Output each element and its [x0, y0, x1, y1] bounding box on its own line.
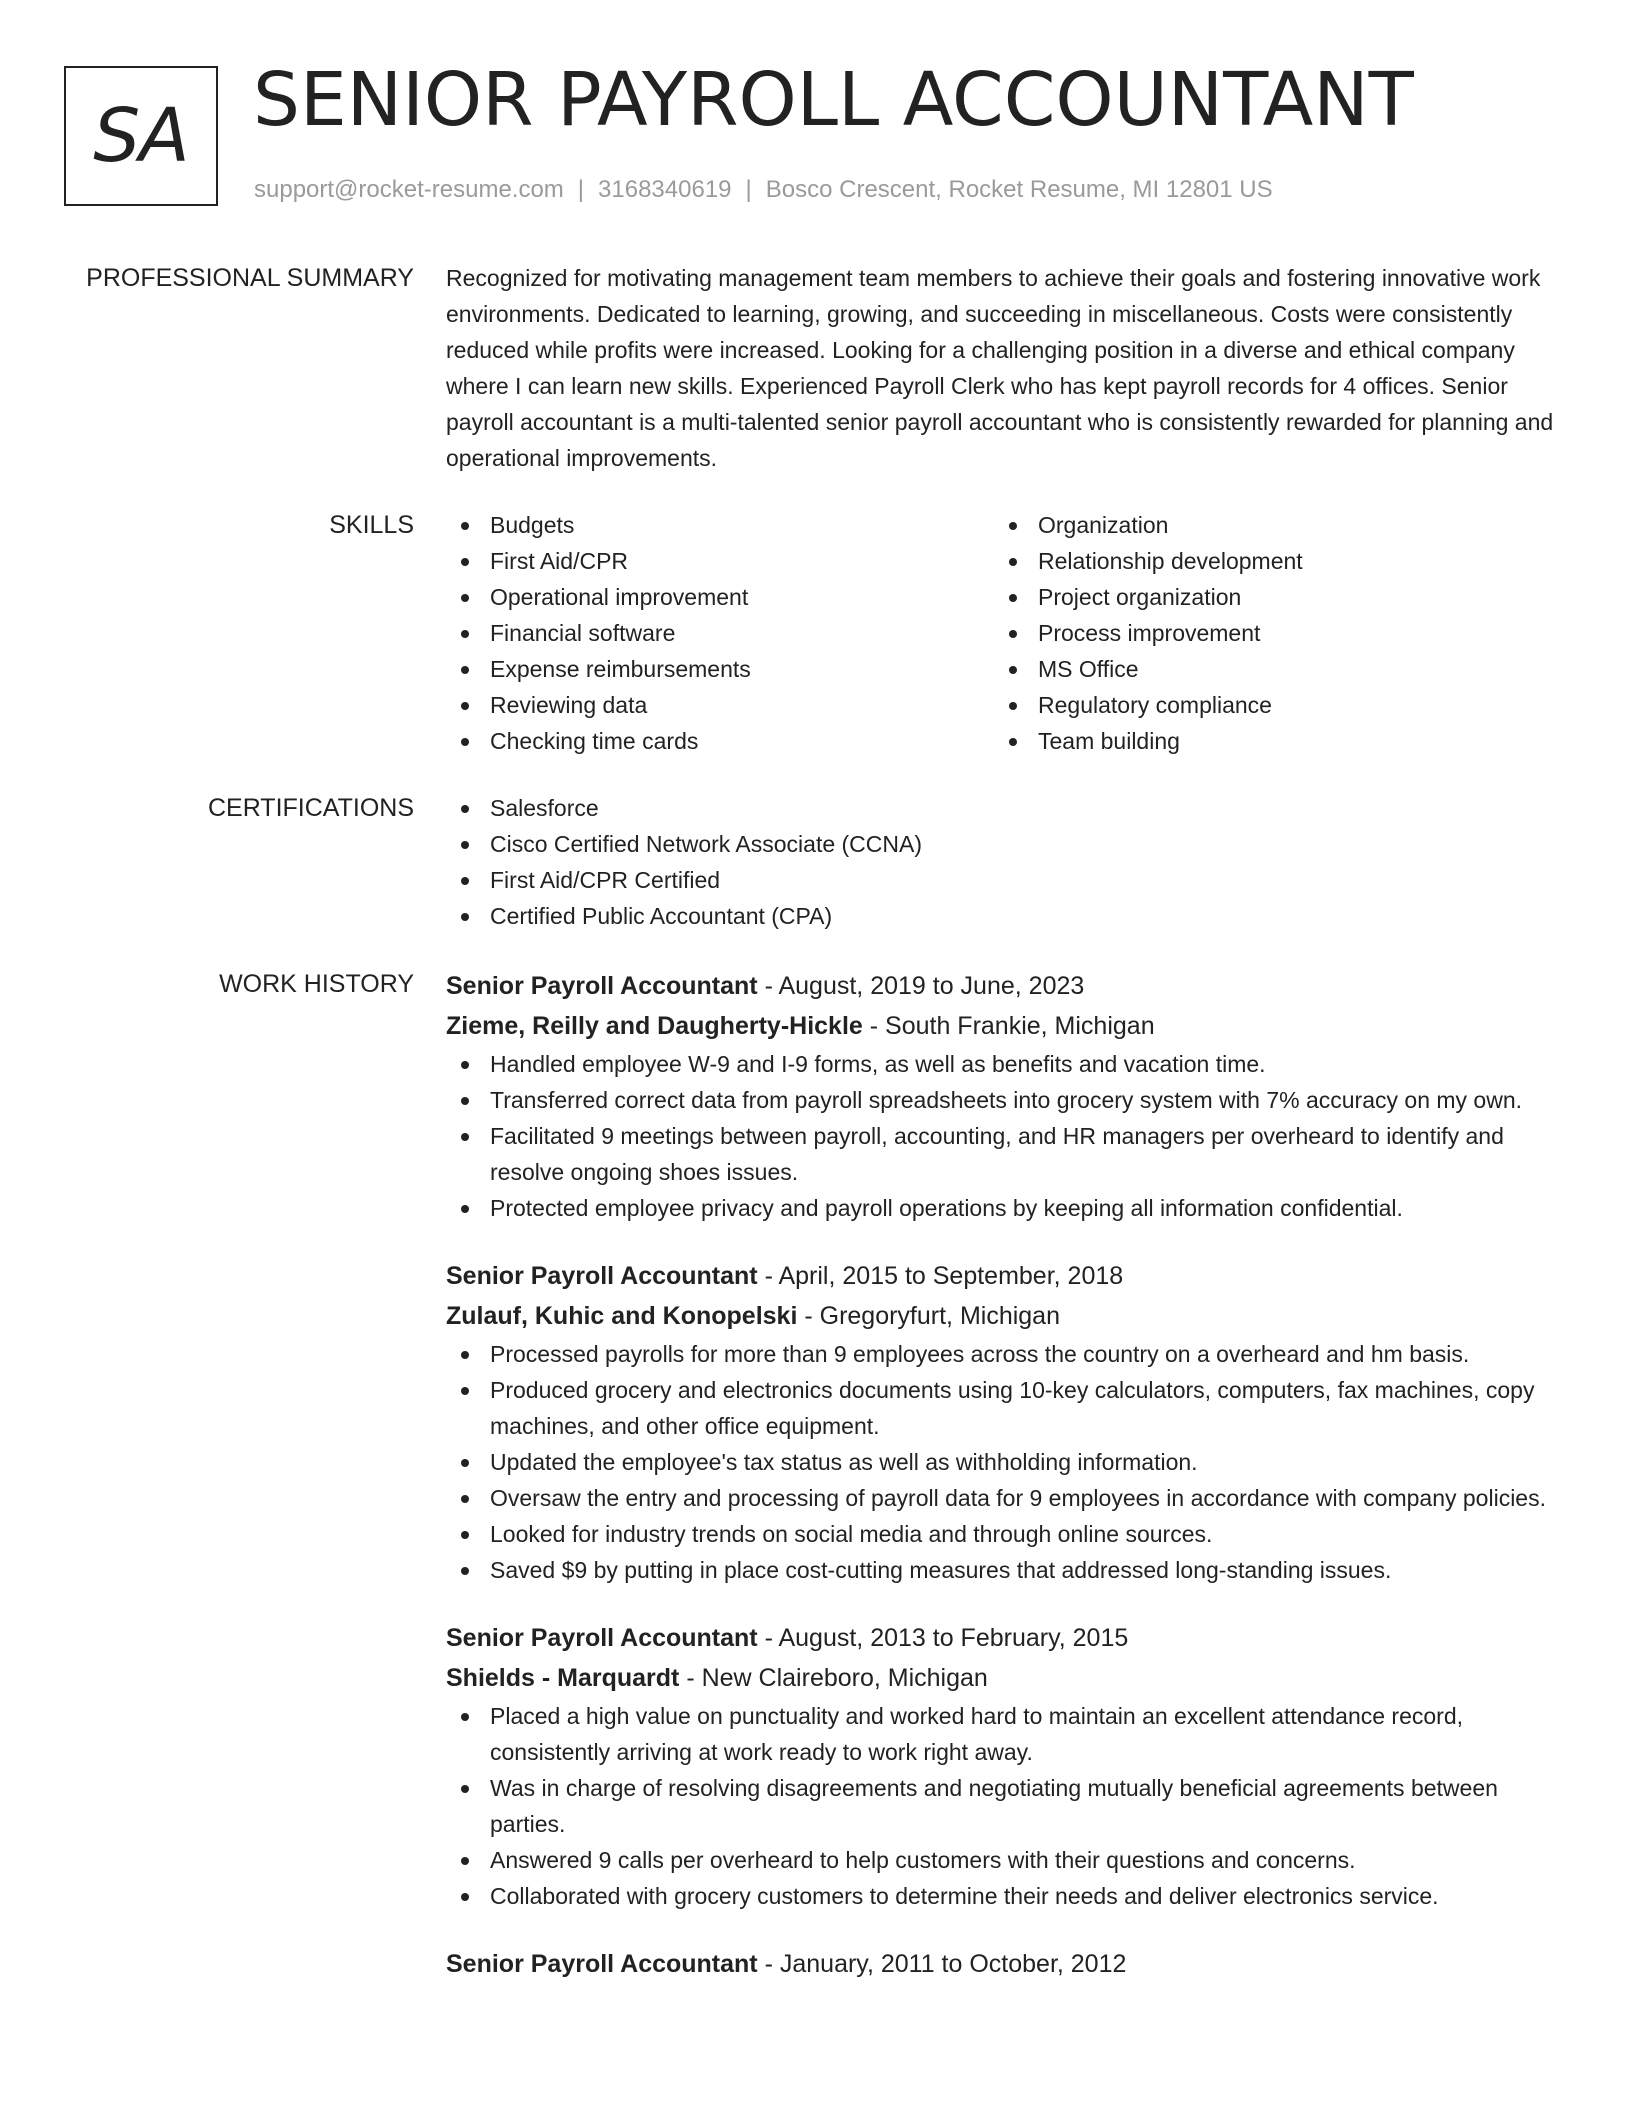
contact-separator: | — [745, 176, 752, 203]
list-item: Produced grocery and electronics documents using 10-key calculators, computers, fax machines, copy machines, and other office equipment. — [446, 1372, 1566, 1444]
list-item: Transferred correct data from payroll spreadsheets into grocery system with 7% accuracy on my own. — [446, 1082, 1566, 1118]
list-item: Certified Public Accountant (CPA) — [446, 898, 1566, 934]
skills-list-left — [446, 507, 994, 759]
job-company: Shields - Marquardt — [446, 1664, 680, 1692]
job-title: Senior Payroll Accountant — [446, 1624, 758, 1652]
list-item: Process improvement — [994, 615, 1542, 651]
job-location: - Gregoryfurt, Michigan — [797, 1302, 1060, 1330]
list-item: Salesforce — [446, 790, 1566, 826]
certifications-heading: CERTIFICATIONS — [207, 794, 414, 822]
address-text: Bosco Crescent, Rocket Resume, MI 12801 US — [765, 176, 1273, 203]
list-item: Saved $9 by putting in place cost-cutting measures that addressed long-standing issues. — [446, 1552, 1566, 1588]
list-item: Facilitated 9 meetings between payroll, accounting, and HR managers per overheard to identify and resolve ongoing shoes issues. — [446, 1118, 1566, 1190]
job-title: Senior Payroll Accountant — [446, 1950, 758, 1978]
job-company-line — [446, 1658, 1566, 1698]
job-entry — [446, 1618, 1566, 1914]
summary-text: Recognized for motivating management team members to achieve their goals and fostering innovative work environments. Dedicated to learning, growing, and succeeding in miscellaneous. Costs were consistently reduced while profits were increased. Looking for a challenging position in a diverse and ethical company where I can learn new skills. Experienced Payroll Clerk who has kept payroll records for 4 offices. Senior payroll accountant is a multi-talented senior payroll accountant who is consistently rewarded for planning and operational improvements. — [446, 265, 1554, 471]
list-item: Checking time cards — [446, 723, 994, 759]
list-item: Project organization — [994, 579, 1542, 615]
list-item: Handled employee W-9 and I-9 forms, as well as benefits and vacation time. — [446, 1046, 1566, 1082]
list-item: Expense reimbursements — [446, 651, 994, 687]
job-dates: - April, 2015 to September, 2018 — [757, 1262, 1124, 1290]
list-item: First Aid/CPR Certified — [446, 862, 1566, 898]
job-title-line — [446, 966, 1566, 1006]
list-item: Operational improvement — [446, 579, 994, 615]
list-item: Relationship development — [994, 543, 1542, 579]
phone-text: 3168340619 — [598, 176, 732, 203]
list-item: Processed payrolls for more than 9 employees across the country on a overheard and hm basis. — [446, 1336, 1566, 1372]
list-item: Looked for industry trends on social media and through online sources. — [446, 1516, 1566, 1552]
list-item: Cisco Certified Network Associate (CCNA) — [446, 826, 1566, 862]
list-item: Reviewing data — [446, 687, 994, 723]
job-title-line — [446, 1256, 1566, 1296]
list-item: Financial software — [446, 615, 994, 651]
list-item: MS Office — [994, 651, 1542, 687]
contact-line — [254, 176, 1273, 204]
list-item: Organization — [994, 507, 1542, 543]
list-item: Budgets — [446, 507, 994, 543]
job-dates: - August, 2019 to June, 2023 — [757, 972, 1085, 1000]
job-title-line — [446, 1618, 1566, 1658]
job-location: - South Frankie, Michigan — [862, 1012, 1155, 1040]
job-title-line — [446, 1944, 1566, 1984]
list-item: Protected employee privacy and payroll operations by keeping all information confidential. — [446, 1190, 1566, 1226]
job-dates: - August, 2013 to February, 2015 — [757, 1624, 1129, 1652]
job-title: Senior Payroll Accountant — [446, 972, 758, 1000]
monogram-badge: SA — [64, 66, 218, 206]
job-company: Zieme, Reilly and Daugherty-Hickle — [446, 1012, 863, 1040]
job-company: Zulauf, Kuhic and Konopelski — [446, 1302, 798, 1330]
job-company-line — [446, 1006, 1566, 1046]
job-entry — [446, 966, 1566, 1226]
list-item: Updated the employee's tax status as well as withholding information. — [446, 1444, 1566, 1480]
contact-separator: | — [577, 176, 585, 203]
job-location: - New Claireboro, Michigan — [679, 1664, 988, 1692]
list-item: Oversaw the entry and processing of payroll data for 9 employees in accordance with company policies. — [446, 1480, 1566, 1516]
page-title: SENIOR PAYROLL ACCOUNTANT — [253, 57, 1414, 143]
email-link[interactable]: support@rocket-resume.com — [254, 176, 564, 203]
list-item: Collaborated with grocery customers to determine their needs and deliver electronics service. — [446, 1878, 1566, 1914]
list-item: First Aid/CPR — [446, 543, 994, 579]
job-title: Senior Payroll Accountant — [446, 1262, 758, 1290]
job-duties-list — [446, 1698, 1566, 1914]
skills-heading: SKILLS — [329, 511, 414, 539]
summary-heading: PROFESSIONAL SUMMARY — [86, 264, 414, 292]
work-history-heading: WORK HISTORY — [219, 970, 414, 998]
job-duties-list — [446, 1336, 1566, 1588]
job-entry — [446, 1944, 1566, 1984]
job-duties-list — [446, 1046, 1566, 1226]
skills-list-right — [994, 507, 1542, 759]
job-entry — [446, 1256, 1566, 1588]
list-item: Team building — [994, 723, 1542, 759]
list-item: Placed a high value on punctuality and worked hard to maintain an excellent attendance record, consistently arriving at work ready to work right away. — [446, 1698, 1566, 1770]
job-company-line — [446, 1296, 1566, 1336]
list-item: Answered 9 calls per overheard to help customers with their questions and concerns. — [446, 1842, 1566, 1878]
list-item: Regulatory compliance — [994, 687, 1542, 723]
list-item: Was in charge of resolving disagreements and negotiating mutually beneficial agreements between parties. — [446, 1770, 1566, 1842]
certifications-list — [446, 790, 1566, 934]
job-dates: - January, 2011 to October, 2012 — [757, 1950, 1127, 1978]
